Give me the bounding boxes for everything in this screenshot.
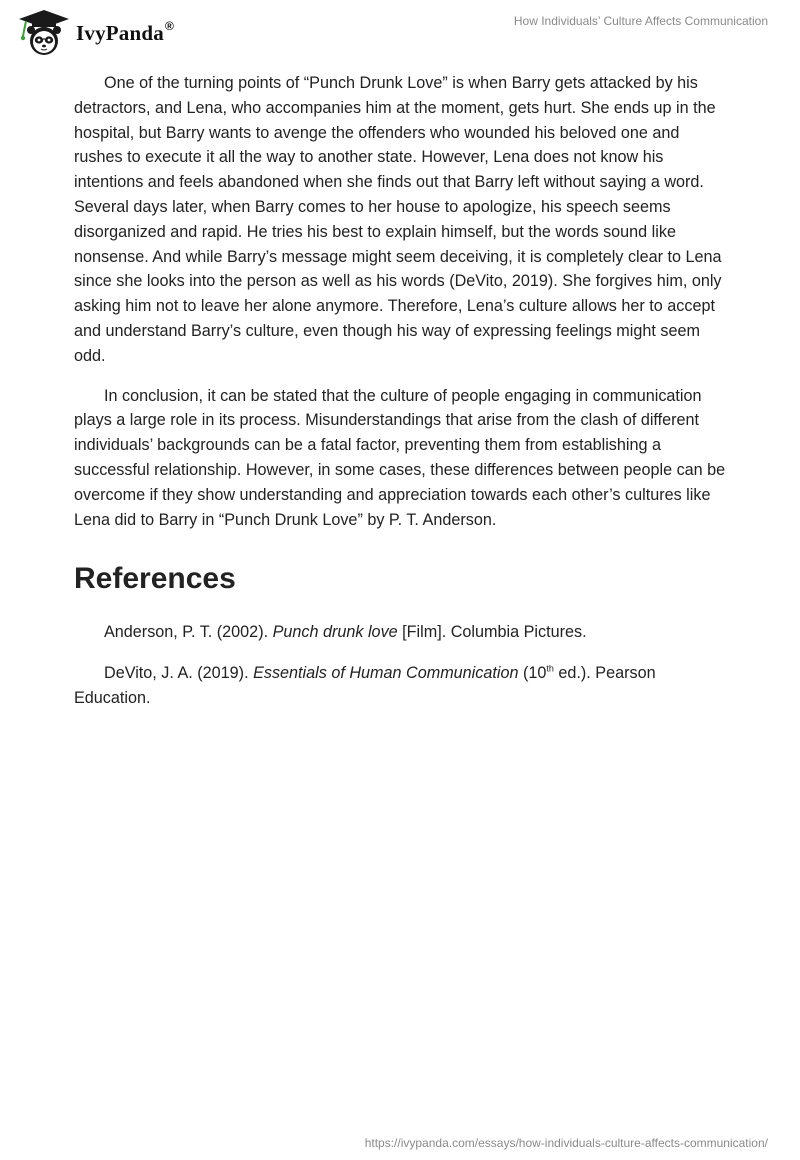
reference-2-authors: DeVito, J. A. (2019).: [104, 664, 254, 683]
reference-item-2: [74, 661, 726, 711]
reference-1-source: [Film]. Columbia Pictures.: [397, 623, 587, 642]
reference-1-title: Punch drunk love: [272, 623, 398, 642]
reference-1-authors: Anderson, P. T. (2002).: [104, 623, 273, 642]
running-title: How Individuals’ Culture Affects Communication: [513, 14, 768, 28]
reference-2-source: ed.). Pearson Education.: [74, 664, 656, 707]
essay-content: [74, 71, 726, 727]
body-paragraph-1: One of the turning points of “Punch Drunk Love” is when Barry gets attacked by his detractors, and Lena, who accompanies him at the moment, gets hurt. She ends up in the hospital, but Barry wants to avenge the offenders who wounded his beloved one and rushes to execute it all the way to another state. However, Lena does not know his intentions and feels abandoned when she finds out that Barry left without saying a word. Several days later, when Barry comes to her house to apologize, his speech seems disorganized and rapid. He tries his best to explain himself, but the words sound like nonsense. And while Barry’s message might seem deceiving, it is completely clear to Lena since she looks into the person as well as his words (DeVito, 2019). She forgives him, only asking him not to leave her alone anymore. Therefore, Lena’s culture allows her to accept and understand Barry’s culture, even though his way of expressing feelings might seem odd.: [74, 74, 722, 365]
reference-2-edition-suffix: th: [546, 663, 554, 674]
panda-graduate-icon: [14, 8, 74, 58]
brand-name: [76, 18, 175, 46]
registered-mark: ®: [164, 18, 175, 33]
references-heading: References: [74, 562, 236, 596]
ivypanda-logo[interactable]: [14, 8, 174, 58]
page-header: [0, 0, 800, 60]
brand-text: IvyPanda: [76, 20, 164, 45]
reference-item-1: [74, 620, 726, 645]
source-url-link[interactable]: https://ivypanda.com/essays/how-individuals-culture-affects-communication/: [364, 1136, 768, 1150]
reference-2-edition: (10: [518, 664, 547, 683]
reference-2-title: Essentials of Human Communication: [253, 664, 519, 683]
body-paragraph-2: In conclusion, it can be stated that the culture of people engaging in communication plays a large role in its process. Misunderstandings that arise from the clash of different individuals’ backgrounds can be a fatal factor, preventing them from establishing a successful relationship. However, in some cases, these differences between people can be overcome if they show understanding and appreciation towards each other’s cultures like Lena did to Barry in “Punch Drunk Love” by P. T. Anderson.: [74, 386, 726, 529]
